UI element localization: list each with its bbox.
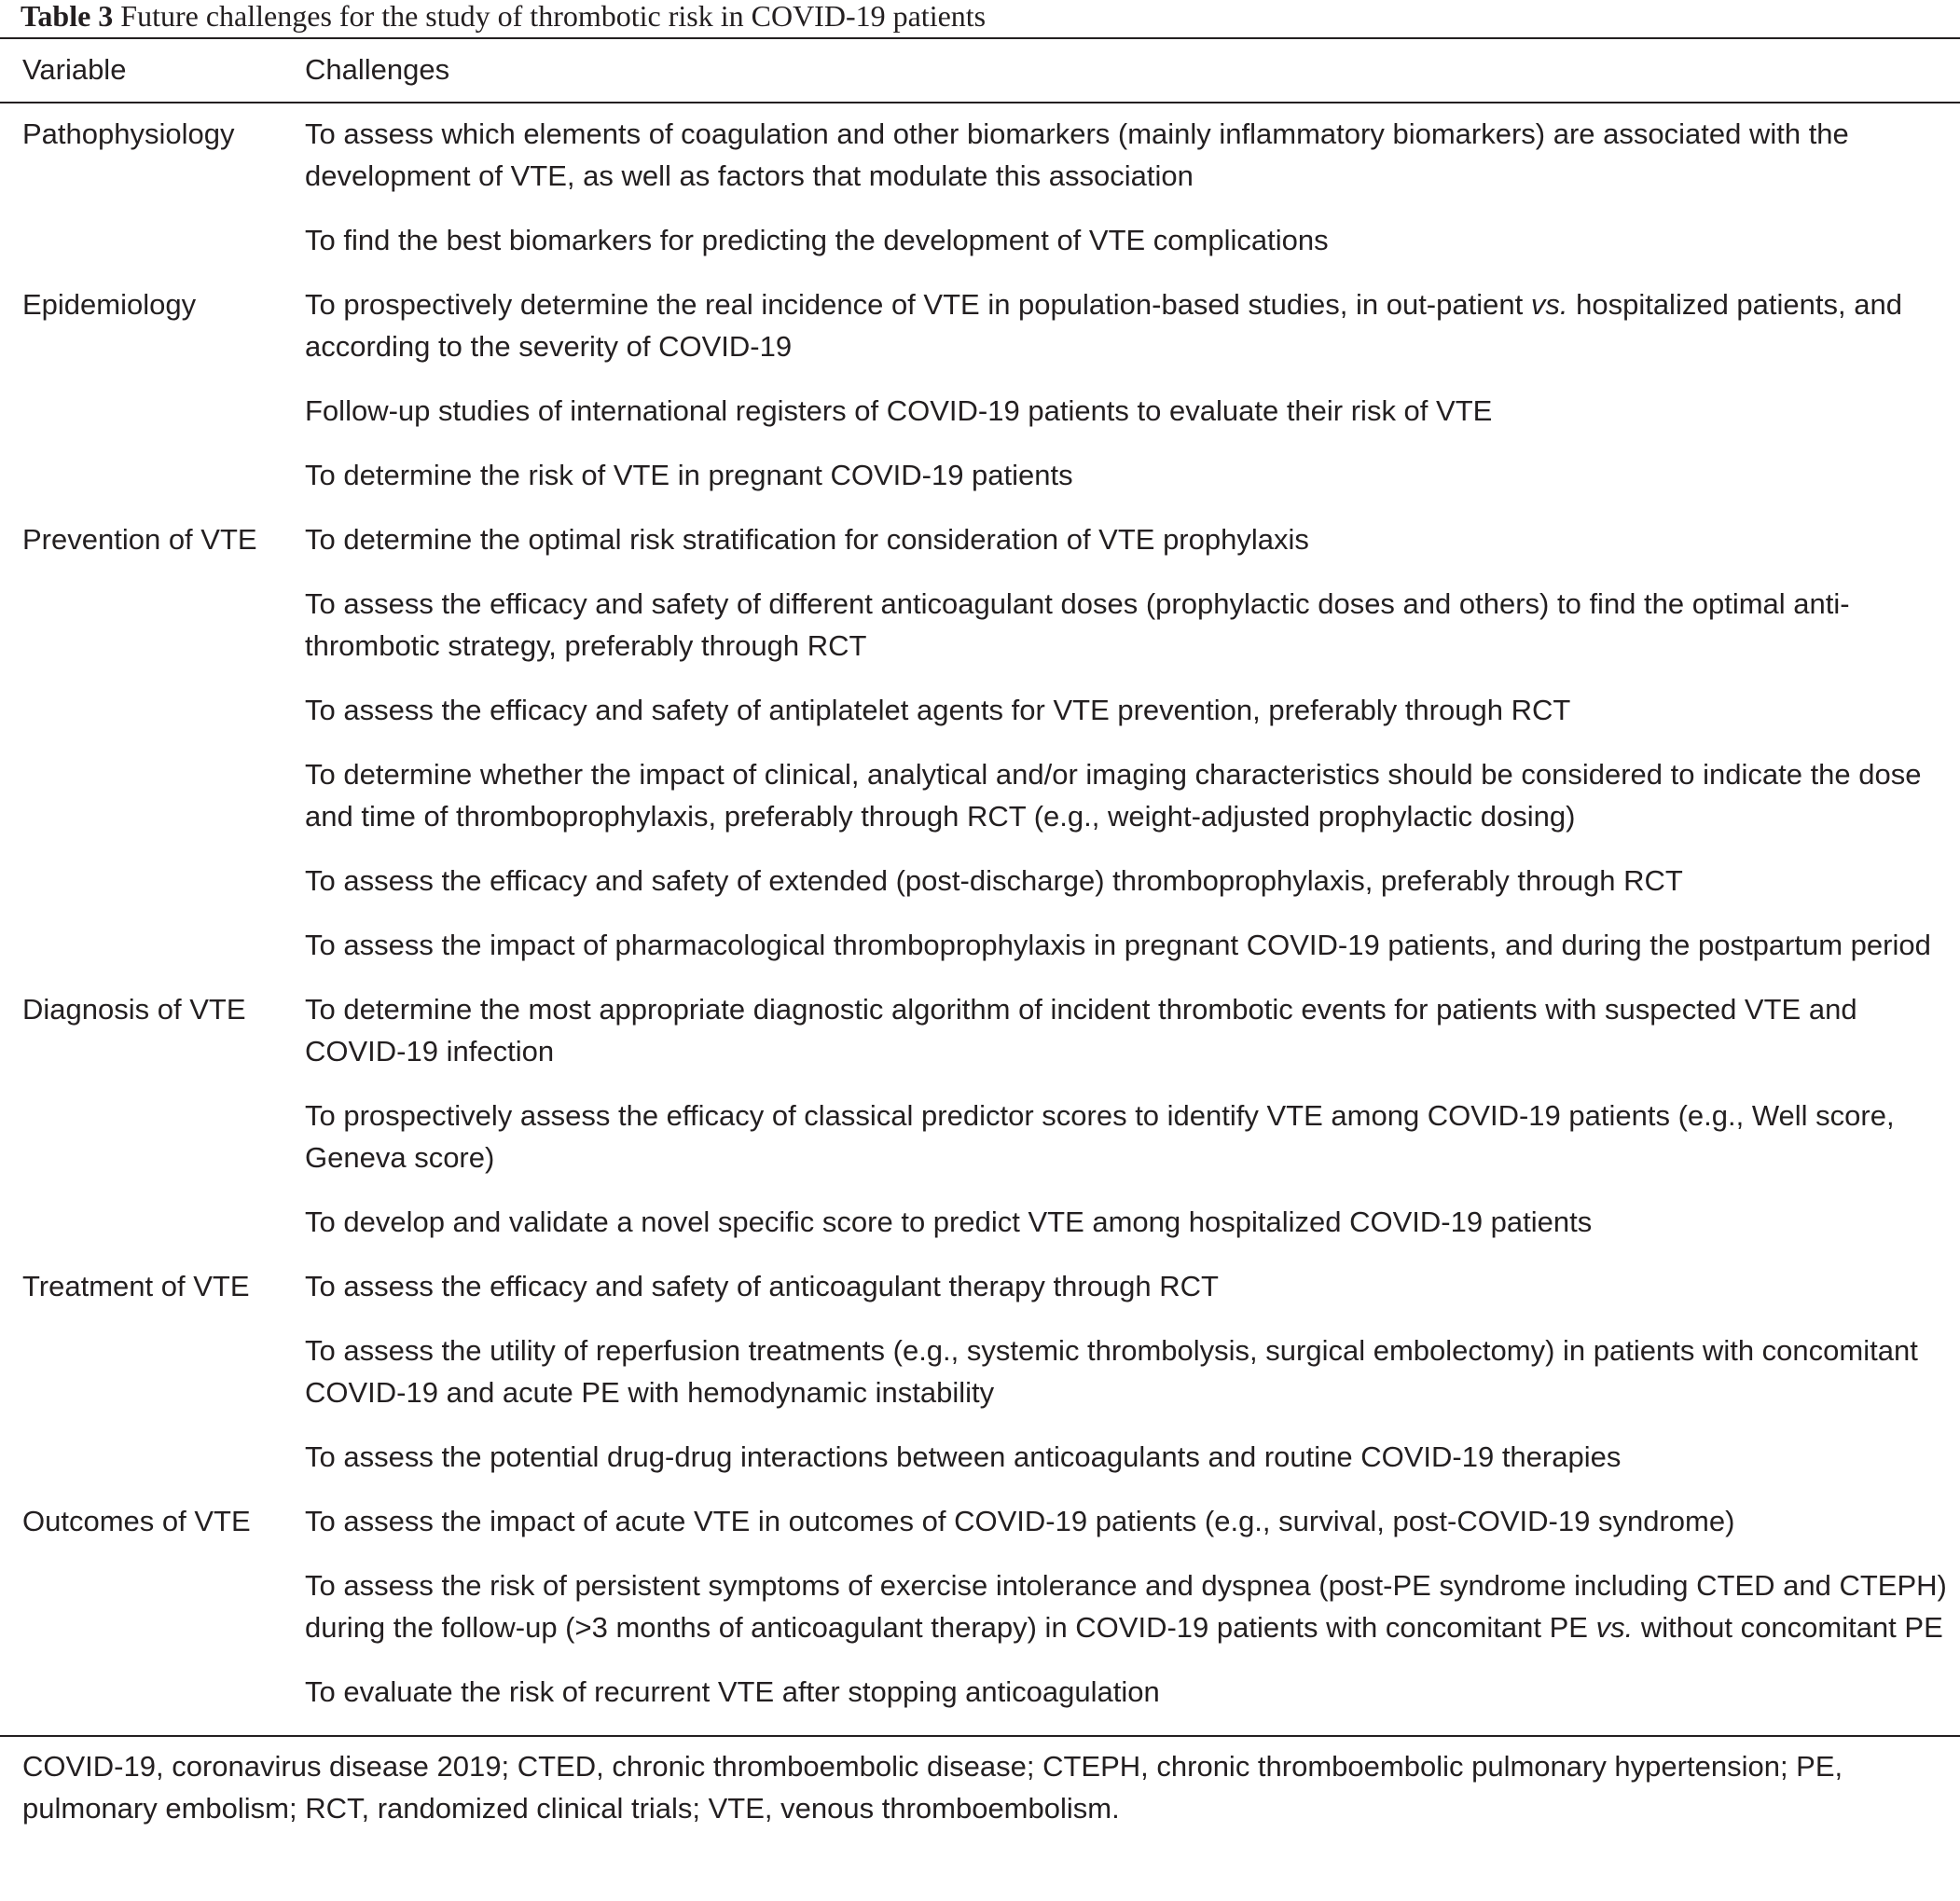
challenge-item: To assess the efficacy and safety of anticoagulant therapy through RCT xyxy=(305,1270,1219,1302)
table-caption-text: Future challenges for the study of thrombotic risk in COVID-19 patients xyxy=(120,0,987,33)
challenge-item: To assess the impact of pharmacological thromboprophylaxis in pregnant COVID-19 patients, and during the postpartum period xyxy=(305,929,1931,961)
challenge-item: To assess the risk of persistent symptoms of exercise intolerance and dyspnea (post-PE syndrome including CTED and CTEPH) during the follow-up (>3 months of anticoagulant therapy) in COVID-19 patients with concomitant PE vs. without concomitant PE xyxy=(305,1569,1947,1644)
table-row xyxy=(0,1265,1960,1478)
variable-cell: Pathophysiology xyxy=(22,117,235,150)
variable-cell: Outcomes of VTE xyxy=(22,1505,251,1537)
challenge-item: To assess which elements of coagulation and other biomarkers (mainly inflammatory biomarkers) are associated with the development of VTE, as well as factors that modulate this association xyxy=(305,117,1849,192)
challenge-item: To assess the utility of reperfusion treatments (e.g., systemic thrombolysis, surgical embolectomy) in patients with concomitant COVID-19 and acute PE with hemodynamic instability xyxy=(305,1334,1918,1409)
challenge-item: To determine whether the impact of clinical, analytical and/or imaging characteristics should be considered to indicate the dose and time of thromboprophylaxis, preferably through RCT (e.g., weight-adjusted prophylactic dosing) xyxy=(305,758,1922,833)
challenge-item: To determine the risk of VTE in pregnant COVID-19 patients xyxy=(305,459,1073,491)
table-body xyxy=(0,103,1960,1713)
challenge-item: To determine the optimal risk stratification for consideration of VTE prophylaxis xyxy=(305,523,1309,556)
challenges-cell xyxy=(305,1265,1948,1478)
challenges-cell xyxy=(305,1500,1948,1713)
variable-cell: Treatment of VTE xyxy=(22,1270,250,1302)
challenges-cell xyxy=(305,988,1948,1243)
table-row xyxy=(0,988,1960,1243)
table-row xyxy=(0,1500,1960,1713)
table-header xyxy=(0,39,1960,102)
challenge-item: To assess the efficacy and safety of extended (post-discharge) thromboprophylaxis, preferably through RCT xyxy=(305,864,1683,897)
table-caption-label: Table 3 xyxy=(21,0,114,33)
table-footnote: COVID-19, coronavirus disease 2019; CTED, chronic thromboembolic disease; CTEPH, chronic thromboembolic pulmonary hypertension; PE, pulmonary embolism; RCT, randomized clinical trials; VTE, venous thromboembolism. xyxy=(22,1750,1843,1825)
variable-cell: Prevention of VTE xyxy=(22,523,257,556)
challenge-item: To find the best biomarkers for predicting the development of VTE complications xyxy=(305,224,1329,256)
header-variable: Variable xyxy=(22,53,127,86)
variable-cell: Diagnosis of VTE xyxy=(22,993,246,1026)
challenge-item: Follow-up studies of international registers of COVID-19 patients to evaluate their risk of VTE xyxy=(305,394,1493,427)
table-row xyxy=(0,518,1960,966)
table-row xyxy=(0,113,1960,261)
challenge-item: To assess the efficacy and safety of different anticoagulant doses (prophylactic doses and others) to find the optimal anti-thrombotic strategy, preferably through RCT xyxy=(305,587,1850,662)
challenges-cell xyxy=(305,518,1948,966)
challenge-item: To prospectively determine the real incidence of VTE in population-based studies, in out-patient vs. hospitalized patients, and according to the severity of COVID-19 xyxy=(305,288,1902,363)
challenge-item: To evaluate the risk of recurrent VTE after stopping anticoagulation xyxy=(305,1675,1160,1708)
challenge-item: To assess the impact of acute VTE in outcomes of COVID-19 patients (e.g., survival, post-COVID-19 syndrome) xyxy=(305,1505,1735,1537)
italic-vs: vs. xyxy=(1595,1611,1634,1644)
challenge-item: To assess the efficacy and safety of antiplatelet agents for VTE prevention, preferably through RCT xyxy=(305,694,1571,726)
challenge-item: To determine the most appropriate diagnostic algorithm of incident thrombotic events for patients with suspected VTE and COVID-19 infection xyxy=(305,993,1857,1068)
header-challenges: Challenges xyxy=(305,53,450,86)
table-row xyxy=(0,283,1960,496)
table-caption xyxy=(0,0,1960,37)
challenges-cell xyxy=(305,113,1948,261)
challenge-item: To prospectively assess the efficacy of classical predictor scores to identify VTE among COVID-19 patients (e.g., Well score, Geneva score) xyxy=(305,1099,1895,1174)
variable-cell: Epidemiology xyxy=(22,288,197,321)
italic-vs: vs. xyxy=(1530,288,1568,321)
challenge-item: To develop and validate a novel specific score to predict VTE among hospitalized COVID-19 patients xyxy=(305,1205,1593,1238)
challenges-cell xyxy=(305,283,1948,496)
challenge-item: To assess the potential drug-drug interactions between anticoagulants and routine COVID-19 therapies xyxy=(305,1440,1622,1473)
